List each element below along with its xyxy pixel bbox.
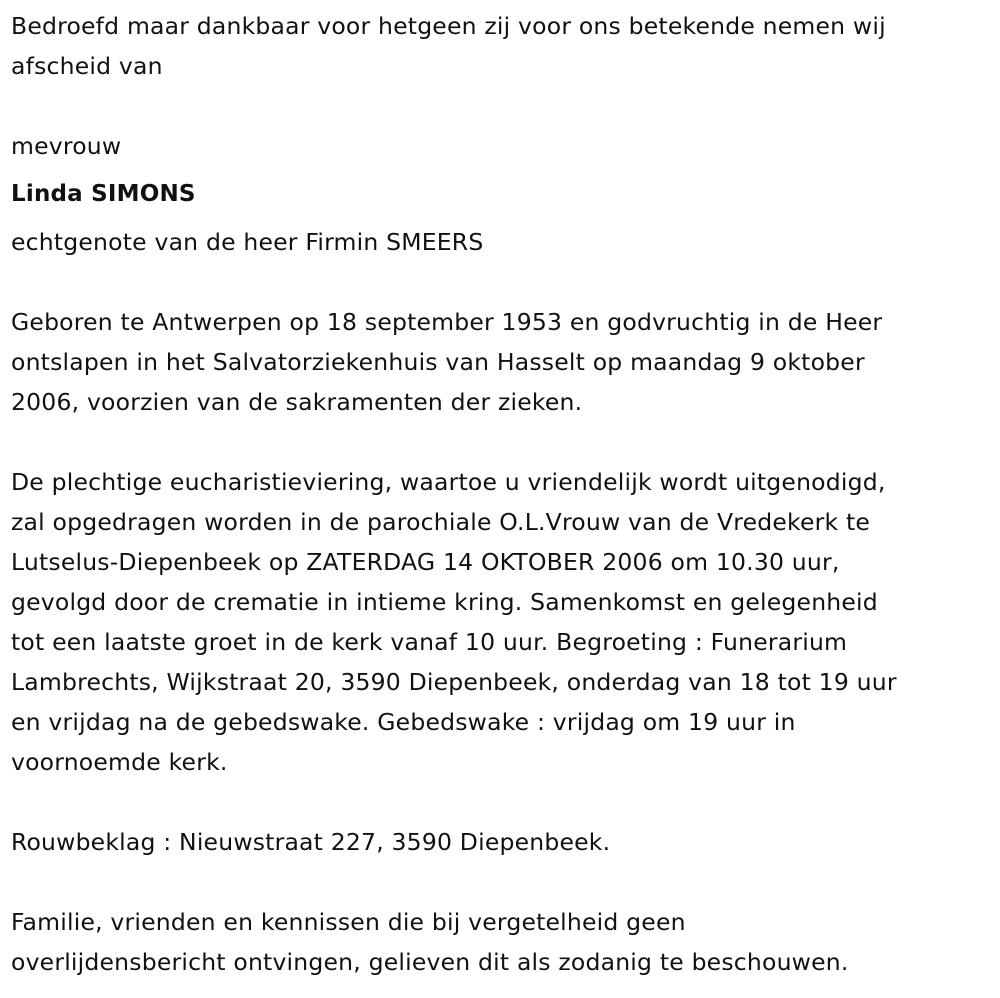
ceremony-line: tot een laatste groet in de kerk vanaf 10 uur. Begroeting : Funerarium — [11, 628, 848, 656]
ceremony-line: zal opgedragen worden in de parochiale O.L.Vrouw van de Vredekerk te — [11, 508, 871, 536]
spouse-line: echtgenote van de heer Firmin SMEERS — [11, 228, 484, 256]
ceremony-paragraph — [11, 462, 1000, 782]
ceremony-line: en vrijdag na de gebedswake. Gebedswake : vrijdag om 19 uur in — [11, 708, 796, 736]
ceremony-line: voornoemde kerk. — [11, 748, 228, 776]
intro-paragraph — [11, 6, 1000, 86]
birth-paragraph — [11, 302, 1000, 422]
closing-line: Familie, vrienden en kennissen die bij vergetelheid geen — [11, 908, 686, 936]
birth-line: ontslapen in het Salvatorziekenhuis van Hasselt op maandag 9 oktober — [11, 348, 865, 376]
closing-paragraph — [11, 902, 1000, 982]
title-mevrouw: mevrouw — [11, 132, 122, 160]
ceremony-line: Lutselus-Diepenbeek op ZATERDAG 14 OKTOBER 2006 om 10.30 uur, — [11, 548, 840, 576]
intro-line: Bedroefd maar dankbaar voor hetgeen zij voor ons betekende nemen wij — [11, 12, 886, 40]
deceased-name: Linda SIMONS — [11, 181, 196, 207]
closing-line: overlijdensbericht ontvingen, gelieven dit als zodanig te beschouwen. — [11, 948, 849, 976]
birth-line: Geboren te Antwerpen op 18 september 1953 en godvruchtig in de Heer — [11, 308, 883, 336]
birth-line: 2006, voorzien van de sakramenten der zieken. — [11, 388, 583, 416]
ceremony-line: Lambrechts, Wijkstraat 20, 3590 Diepenbeek, onderdag van 18 tot 19 uur — [11, 668, 897, 696]
condolences-address: Rouwbeklag : Nieuwstraat 227, 3590 Diepenbeek. — [11, 828, 611, 856]
ceremony-line: De plechtige eucharistieviering, waartoe u vriendelijk wordt uitgenodigd, — [11, 468, 886, 496]
ceremony-line: gevolgd door de crematie in intieme kring. Samenkomst en gelegenheid — [11, 588, 878, 616]
intro-line: afscheid van — [11, 52, 163, 80]
